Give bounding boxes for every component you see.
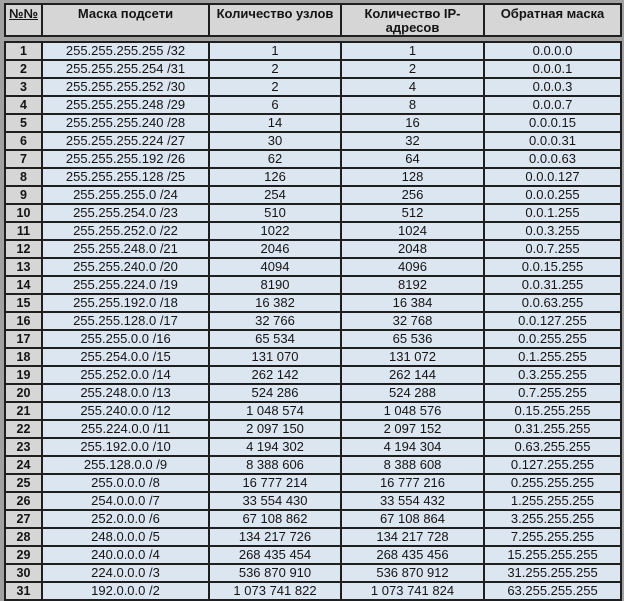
host-count-cell: 2046 — [209, 240, 341, 258]
host-count-cell: 254 — [209, 186, 341, 204]
wildcard-mask-cell: 0.0.1.255 — [484, 204, 621, 222]
subnet-mask-cell: 255.240.0.0 /12 — [42, 402, 209, 420]
table-row — [5, 258, 621, 276]
subnet-mask-cell: 255.128.0.0 /9 — [42, 456, 209, 474]
subnet-mask-cell: 255.255.255.224 /27 — [42, 132, 209, 150]
row-number-cell: 24 — [5, 456, 42, 474]
host-count-cell: 33 554 430 — [209, 492, 341, 510]
row-number-cell: 11 — [5, 222, 42, 240]
subnet-mask-cell: 224.0.0.0 /3 — [42, 564, 209, 582]
ip-count-cell: 134 217 728 — [341, 528, 484, 546]
header-row — [5, 4, 621, 36]
row-number-cell: 6 — [5, 132, 42, 150]
wildcard-mask-cell: 0.63.255.255 — [484, 438, 621, 456]
wildcard-mask-cell: 15.255.255.255 — [484, 546, 621, 564]
wildcard-mask-cell: 0.7.255.255 — [484, 384, 621, 402]
wildcard-mask-cell: 0.0.15.255 — [484, 258, 621, 276]
ip-count-cell: 512 — [341, 204, 484, 222]
wildcard-mask-cell: 0.0.7.255 — [484, 240, 621, 258]
ip-count-cell: 262 144 — [341, 366, 484, 384]
row-number-cell: 5 — [5, 114, 42, 132]
ip-count-cell: 32 — [341, 132, 484, 150]
table-row — [5, 78, 621, 96]
host-count-cell: 1 — [209, 42, 341, 60]
host-count-cell: 524 286 — [209, 384, 341, 402]
wildcard-mask-cell: 0.0.255.255 — [484, 330, 621, 348]
subnet-mask-cell: 255.255.248.0 /21 — [42, 240, 209, 258]
row-number-cell: 3 — [5, 78, 42, 96]
wildcard-mask-cell: 0.0.31.255 — [484, 276, 621, 294]
ip-count-cell: 128 — [341, 168, 484, 186]
table-row — [5, 438, 621, 456]
ip-count-cell: 268 435 456 — [341, 546, 484, 564]
ip-count-cell: 2 097 152 — [341, 420, 484, 438]
table-row — [5, 474, 621, 492]
subnet-mask-cell: 255.255.255.248 /29 — [42, 96, 209, 114]
subnet-mask-cell: 255.255.255.192 /26 — [42, 150, 209, 168]
host-count-cell: 131 070 — [209, 348, 341, 366]
wildcard-mask-cell: 0.0.0.0 — [484, 42, 621, 60]
table-row — [5, 510, 621, 528]
ip-count-cell: 64 — [341, 150, 484, 168]
subnet-mask-cell: 255.255.255.240 /28 — [42, 114, 209, 132]
subnet-mask-cell: 255.255.255.128 /25 — [42, 168, 209, 186]
table-row — [5, 420, 621, 438]
ip-count-cell: 16 777 216 — [341, 474, 484, 492]
table-body — [5, 42, 621, 600]
row-number-cell: 30 — [5, 564, 42, 582]
subnet-mask-cell: 255.255.254.0 /23 — [42, 204, 209, 222]
host-count-cell: 8190 — [209, 276, 341, 294]
subnet-mask-cell: 255.255.255.255 /32 — [42, 42, 209, 60]
subnet-mask-table — [4, 3, 620, 601]
wildcard-mask-cell: 0.0.63.255 — [484, 294, 621, 312]
table-row — [5, 330, 621, 348]
row-number-cell: 9 — [5, 186, 42, 204]
row-number-cell: 18 — [5, 348, 42, 366]
ip-count-cell: 1 073 741 824 — [341, 582, 484, 600]
table-row — [5, 114, 621, 132]
table-row — [5, 582, 621, 600]
wildcard-mask-cell: 3.255.255.255 — [484, 510, 621, 528]
ip-count-cell: 2 — [341, 60, 484, 78]
ip-count-cell: 8 — [341, 96, 484, 114]
row-number-cell: 29 — [5, 546, 42, 564]
ip-count-cell: 32 768 — [341, 312, 484, 330]
table-row — [5, 186, 621, 204]
subnet-mask-cell: 255.255.128.0 /17 — [42, 312, 209, 330]
host-count-cell: 16 777 214 — [209, 474, 341, 492]
host-count-cell: 32 766 — [209, 312, 341, 330]
table-body-table — [4, 41, 622, 601]
table-row — [5, 276, 621, 294]
subnet-mask-cell: 255.254.0.0 /15 — [42, 348, 209, 366]
row-number-cell: 17 — [5, 330, 42, 348]
row-number-cell: 22 — [5, 420, 42, 438]
row-number-cell: 16 — [5, 312, 42, 330]
table-row — [5, 348, 621, 366]
host-count-cell: 1 073 741 822 — [209, 582, 341, 600]
table-row — [5, 312, 621, 330]
table-row — [5, 456, 621, 474]
host-count-cell: 14 — [209, 114, 341, 132]
table-header — [4, 3, 622, 37]
row-number-cell: 31 — [5, 582, 42, 600]
table-row — [5, 42, 621, 60]
ip-count-cell: 4 — [341, 78, 484, 96]
row-number-cell: 19 — [5, 366, 42, 384]
host-count-cell: 4094 — [209, 258, 341, 276]
ip-count-cell: 16 — [341, 114, 484, 132]
row-number-cell: 28 — [5, 528, 42, 546]
host-count-cell: 2 — [209, 78, 341, 96]
wildcard-mask-cell: 31.255.255.255 — [484, 564, 621, 582]
subnet-mask-cell: 255.255.252.0 /22 — [42, 222, 209, 240]
subnet-mask-cell: 255.255.255.252 /30 — [42, 78, 209, 96]
host-count-cell: 16 382 — [209, 294, 341, 312]
wildcard-mask-cell: 0.3.255.255 — [484, 366, 621, 384]
wildcard-mask-cell: 1.255.255.255 — [484, 492, 621, 510]
row-number-cell: 14 — [5, 276, 42, 294]
wildcard-mask-cell: 63.255.255.255 — [484, 582, 621, 600]
subnet-mask-cell: 255.0.0.0 /8 — [42, 474, 209, 492]
ip-count-cell: 8 388 608 — [341, 456, 484, 474]
column-header-number: №№ — [5, 4, 42, 36]
row-number-cell: 12 — [5, 240, 42, 258]
subnet-mask-cell: 255.255.240.0 /20 — [42, 258, 209, 276]
host-count-cell: 4 194 302 — [209, 438, 341, 456]
wildcard-mask-cell: 0.31.255.255 — [484, 420, 621, 438]
subnet-mask-cell: 240.0.0.0 /4 — [42, 546, 209, 564]
wildcard-mask-cell: 0.0.0.127 — [484, 168, 621, 186]
subnet-mask-cell: 255.255.0.0 /16 — [42, 330, 209, 348]
host-count-cell: 1 048 574 — [209, 402, 341, 420]
subnet-mask-cell: 254.0.0.0 /7 — [42, 492, 209, 510]
subnet-mask-cell: 255.255.255.0 /24 — [42, 186, 209, 204]
row-number-cell: 13 — [5, 258, 42, 276]
subnet-mask-cell: 252.0.0.0 /6 — [42, 510, 209, 528]
ip-count-cell: 67 108 864 — [341, 510, 484, 528]
ip-count-cell: 536 870 912 — [341, 564, 484, 582]
host-count-cell: 2 097 150 — [209, 420, 341, 438]
table-row — [5, 492, 621, 510]
table-row — [5, 132, 621, 150]
host-count-cell: 126 — [209, 168, 341, 186]
row-number-cell: 1 — [5, 42, 42, 60]
table-row — [5, 168, 621, 186]
table-row — [5, 546, 621, 564]
row-number-cell: 20 — [5, 384, 42, 402]
row-number-cell: 4 — [5, 96, 42, 114]
host-count-cell: 134 217 726 — [209, 528, 341, 546]
table-row — [5, 366, 621, 384]
ip-count-cell: 256 — [341, 186, 484, 204]
row-number-cell: 21 — [5, 402, 42, 420]
table-row — [5, 150, 621, 168]
host-count-cell: 268 435 454 — [209, 546, 341, 564]
subnet-mask-cell: 255.255.192.0 /18 — [42, 294, 209, 312]
row-number-cell: 23 — [5, 438, 42, 456]
ip-count-cell: 33 554 432 — [341, 492, 484, 510]
wildcard-mask-cell: 0.127.255.255 — [484, 456, 621, 474]
ip-count-cell: 8192 — [341, 276, 484, 294]
table-row — [5, 96, 621, 114]
host-count-cell: 67 108 862 — [209, 510, 341, 528]
wildcard-mask-cell: 0.0.0.255 — [484, 186, 621, 204]
wildcard-mask-cell: 0.0.0.3 — [484, 78, 621, 96]
host-count-cell: 62 — [209, 150, 341, 168]
row-number-cell: 15 — [5, 294, 42, 312]
row-number-cell: 10 — [5, 204, 42, 222]
wildcard-mask-cell: 0.1.255.255 — [484, 348, 621, 366]
wildcard-mask-cell: 0.0.0.31 — [484, 132, 621, 150]
column-header-subnet-mask: Маска подсети — [42, 4, 209, 36]
subnet-mask-cell: 255.252.0.0 /14 — [42, 366, 209, 384]
host-count-cell: 1022 — [209, 222, 341, 240]
wildcard-mask-cell: 0.0.127.255 — [484, 312, 621, 330]
subnet-mask-cell: 255.192.0.0 /10 — [42, 438, 209, 456]
host-count-cell: 2 — [209, 60, 341, 78]
host-count-cell: 30 — [209, 132, 341, 150]
subnet-mask-cell: 248.0.0.0 /5 — [42, 528, 209, 546]
host-count-cell: 65 534 — [209, 330, 341, 348]
ip-count-cell: 1 048 576 — [341, 402, 484, 420]
subnet-mask-cell: 255.255.255.254 /31 — [42, 60, 209, 78]
ip-count-cell: 16 384 — [341, 294, 484, 312]
subnet-mask-cell: 255.248.0.0 /13 — [42, 384, 209, 402]
row-number-cell: 27 — [5, 510, 42, 528]
ip-count-cell: 2048 — [341, 240, 484, 258]
column-header-wildcard-mask: Обратная маска — [484, 4, 621, 36]
table-row — [5, 528, 621, 546]
wildcard-mask-cell: 0.0.0.7 — [484, 96, 621, 114]
table-row — [5, 384, 621, 402]
table-row — [5, 240, 621, 258]
ip-count-cell: 1 — [341, 42, 484, 60]
wildcard-mask-cell: 0.255.255.255 — [484, 474, 621, 492]
table-row — [5, 60, 621, 78]
row-number-cell: 8 — [5, 168, 42, 186]
wildcard-mask-cell: 0.0.0.15 — [484, 114, 621, 132]
ip-count-cell: 524 288 — [341, 384, 484, 402]
ip-count-cell: 1024 — [341, 222, 484, 240]
ip-count-cell: 131 072 — [341, 348, 484, 366]
host-count-cell: 8 388 606 — [209, 456, 341, 474]
ip-count-cell: 4096 — [341, 258, 484, 276]
table-row — [5, 564, 621, 582]
wildcard-mask-cell: 0.0.3.255 — [484, 222, 621, 240]
column-header-host-count: Количество узлов — [209, 4, 341, 36]
row-number-cell: 25 — [5, 474, 42, 492]
host-count-cell: 6 — [209, 96, 341, 114]
ip-count-cell: 65 536 — [341, 330, 484, 348]
subnet-mask-cell: 255.224.0.0 /11 — [42, 420, 209, 438]
ip-count-cell: 4 194 304 — [341, 438, 484, 456]
wildcard-mask-cell: 0.0.0.63 — [484, 150, 621, 168]
row-number-cell: 26 — [5, 492, 42, 510]
table-row — [5, 222, 621, 240]
host-count-cell: 510 — [209, 204, 341, 222]
table-row — [5, 402, 621, 420]
host-count-cell: 536 870 910 — [209, 564, 341, 582]
wildcard-mask-cell: 7.255.255.255 — [484, 528, 621, 546]
host-count-cell: 262 142 — [209, 366, 341, 384]
wildcard-mask-cell: 0.15.255.255 — [484, 402, 621, 420]
table-row — [5, 294, 621, 312]
subnet-mask-cell: 255.255.224.0 /19 — [42, 276, 209, 294]
table-row — [5, 204, 621, 222]
row-number-cell: 2 — [5, 60, 42, 78]
row-number-cell: 7 — [5, 150, 42, 168]
wildcard-mask-cell: 0.0.0.1 — [484, 60, 621, 78]
column-header-ip-count: Количество IP-адресов — [341, 4, 484, 36]
subnet-mask-cell: 192.0.0.0 /2 — [42, 582, 209, 600]
